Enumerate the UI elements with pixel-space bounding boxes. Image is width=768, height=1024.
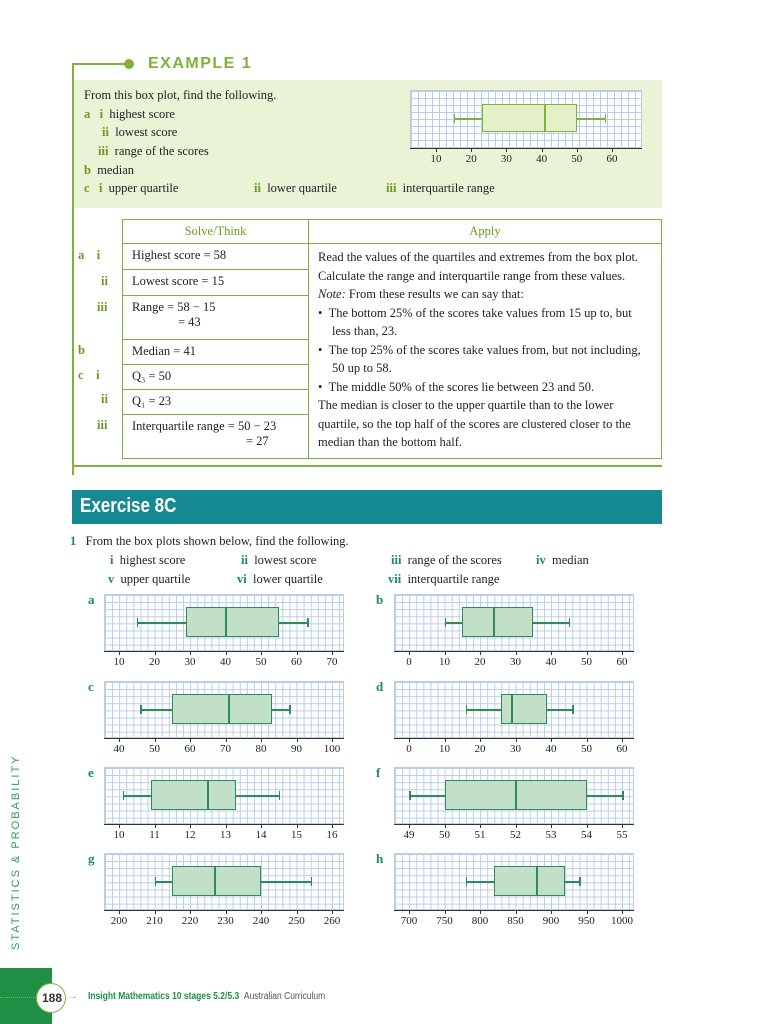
plot-axis-line — [104, 910, 344, 911]
exercise-header-bar — [72, 490, 662, 524]
plot-tick-label: 40 — [536, 153, 548, 165]
plot-tick-label: 50 — [581, 743, 592, 755]
exercise-part-vi: vi lower quartile — [237, 572, 323, 586]
plot-tick — [480, 910, 481, 914]
plot-tick — [155, 651, 156, 655]
plot-tick — [261, 824, 262, 828]
plot-tick-label: 100 — [323, 743, 341, 755]
plot-min-cap — [466, 705, 468, 714]
example-intro: From this box plot, find the following. — [84, 88, 277, 102]
plot-whisker-high — [236, 795, 279, 797]
plot-tick-label: 250 — [288, 915, 305, 927]
plot-tick-label: 70 — [326, 656, 338, 668]
plot-tick — [332, 738, 333, 742]
plot-whisker-high — [577, 118, 605, 120]
plot-tick-label: 240 — [252, 915, 270, 927]
example-question-a-ii: ii lowest score — [102, 125, 178, 139]
plot-tick — [409, 910, 410, 914]
plot-tick-label: 1000 — [611, 915, 633, 927]
plot-tick-label: 230 — [217, 915, 234, 927]
plot-tick-label: 50 — [571, 153, 583, 165]
solve-apply-table — [122, 219, 662, 459]
plot-tick — [155, 738, 156, 742]
plot-box — [501, 694, 547, 724]
plot-whisker-low — [140, 709, 172, 711]
plot-max-cap — [622, 791, 624, 800]
plot-tick-label: 30 — [500, 153, 512, 165]
example-question-b: b median — [84, 163, 134, 177]
plot-tick-label: 20 — [474, 656, 486, 668]
cell-highest: Highest score = 58 — [123, 244, 309, 270]
plot-tick-label: 55 — [616, 829, 628, 841]
row-label-b: b — [78, 343, 85, 357]
plot-max-cap — [289, 705, 291, 714]
plot-tick — [119, 738, 120, 742]
exercise-part-iv: iv median — [536, 553, 589, 567]
plot-tick — [516, 651, 517, 655]
plot-whisker-high — [565, 881, 579, 883]
plot-tick — [155, 824, 156, 828]
plot-tick — [480, 738, 481, 742]
apply-bullet: • The top 25% of the scores take values from, but not including, 50 up to 58. — [318, 342, 641, 375]
plot-axis-line — [104, 651, 344, 652]
footer-book-title: Insight Mathematics 10 stages 5.2/5.3 Australian Curriculum — [88, 991, 326, 1002]
plot-tick-label: 53 — [545, 829, 557, 841]
plot-tick — [190, 910, 191, 914]
apply-p3: The median is closer to the upper quartile than to the lower quartile, so the top half of the scores are clustered closer to the median than the bottom half. — [318, 398, 631, 449]
row-label-c-iii: iii — [97, 418, 108, 432]
plot-tick-label: 50 — [581, 656, 592, 668]
plot-box — [172, 866, 261, 896]
plot-tick — [480, 651, 481, 655]
plot-median — [225, 607, 227, 637]
plot-tick — [190, 738, 191, 742]
apply-cell — [309, 244, 662, 459]
plot-tick-label: 30 — [184, 656, 196, 668]
plot-tick-label: 30 — [510, 743, 521, 755]
plot-tick-label: 80 — [255, 743, 267, 755]
plot-label-c: c — [88, 679, 94, 694]
plot-tick-label: 52 — [510, 829, 521, 841]
plot-tick-label: 51 — [474, 829, 486, 841]
plot-tick — [409, 824, 410, 828]
plot-max-cap — [311, 877, 313, 886]
plot-median — [493, 607, 495, 637]
plot-min-cap — [155, 877, 157, 886]
plot-tick-label: 16 — [326, 829, 338, 841]
plot-tick-label: 60 — [616, 743, 628, 755]
plot-tick — [551, 738, 552, 742]
plot-min-cap — [137, 618, 139, 627]
plot-tick — [445, 651, 446, 655]
plot-min-cap — [409, 791, 411, 800]
plot-max-cap — [279, 791, 281, 800]
plot-tick-label: 13 — [220, 829, 231, 841]
plot-tick — [226, 910, 227, 914]
plot-label-e: e — [88, 765, 94, 780]
plot-box — [462, 607, 533, 637]
plot-tick — [297, 651, 298, 655]
plot-axis-line — [394, 910, 634, 911]
exercise-part-ii: ii lowest score — [241, 553, 317, 567]
plot-whisker-high — [272, 709, 290, 711]
example-header-dot — [124, 59, 134, 69]
plot-tick-label: 10 — [439, 656, 450, 668]
plot-tick-label: 260 — [323, 915, 341, 927]
plot-tick — [261, 651, 262, 655]
plot-max-cap — [572, 705, 574, 714]
plot-tick — [622, 738, 623, 742]
plot-min-cap — [445, 618, 447, 627]
plot-tick-label: 90 — [291, 743, 302, 755]
plot-tick — [587, 824, 588, 828]
footer-arrow-icon: → — [68, 991, 78, 1002]
plot-tick — [436, 148, 437, 152]
plot-median — [214, 866, 216, 896]
plot-tick — [516, 738, 517, 742]
plot-tick — [542, 148, 543, 152]
plot-tick-label: 40 — [545, 743, 557, 755]
plot-max-cap — [605, 114, 607, 123]
plot-tick — [155, 910, 156, 914]
example-title: EXAMPLE 1 — [148, 55, 253, 72]
apply-bullet: • The middle 50% of the scores lie between 23 and 50. — [318, 379, 595, 394]
example-header-line — [72, 63, 128, 65]
cell-q1: Q₁ = 23 — [123, 390, 309, 415]
plot-tick — [551, 910, 552, 914]
plot-tick-label: 700 — [400, 915, 418, 927]
plot-tick — [516, 824, 517, 828]
plot-whisker-high — [279, 622, 307, 624]
plot-tick — [261, 738, 262, 742]
plot-tick — [119, 651, 120, 655]
example-question-c-i: c i upper quartile — [84, 181, 179, 195]
example-question-c-iii: iii interquartile range — [386, 181, 495, 195]
plot-tick — [516, 910, 517, 914]
plot-axis-line — [394, 651, 634, 652]
row-label-a-ii: ii — [101, 274, 108, 288]
plot-tick-label: 750 — [436, 915, 453, 927]
plot-min-cap — [454, 114, 456, 123]
side-section-label: STATISTICS & PROBABILITY — [10, 754, 22, 950]
plot-whisker-high — [547, 709, 572, 711]
plot-tick — [612, 148, 613, 152]
plot-tick — [622, 651, 623, 655]
plot-tick — [332, 651, 333, 655]
plot-tick-label: 800 — [471, 915, 489, 927]
cell-lowest: Lowest score = 15 — [123, 270, 309, 296]
exercise-part-iii: iii range of the scores — [391, 553, 502, 567]
plot-tick-label: 10 — [113, 656, 125, 668]
page-number-badge — [36, 983, 66, 1013]
plot-median — [228, 694, 230, 724]
plot-tick — [506, 148, 507, 152]
exercise-title: Exercise 8C — [80, 495, 177, 517]
plot-max-cap — [569, 618, 571, 627]
plot-tick — [119, 910, 120, 914]
plot-tick — [445, 738, 446, 742]
plot-tick — [480, 824, 481, 828]
plot-tick — [587, 651, 588, 655]
plot-label-d: d — [376, 679, 384, 694]
plot-tick — [226, 738, 227, 742]
plot-tick-label: 950 — [578, 915, 595, 927]
plot-tick-label: 220 — [181, 915, 199, 927]
example-panel — [74, 80, 662, 208]
plot-tick-label: 11 — [149, 829, 160, 841]
cell-median: Median = 41 — [123, 340, 309, 365]
row-label-c-i: c i — [78, 368, 100, 382]
plot-tick — [190, 651, 191, 655]
plot-tick — [587, 738, 588, 742]
plot-whisker-low — [445, 622, 463, 624]
plot-tick — [409, 738, 410, 742]
plot-box — [186, 607, 278, 637]
plot-tick — [226, 651, 227, 655]
plot-tick-label: 70 — [220, 743, 231, 755]
plot-axis-line — [394, 738, 634, 739]
plot-whisker-low — [155, 881, 173, 883]
plot-tick-label: 20 — [465, 153, 477, 165]
plot-box — [151, 780, 236, 810]
plot-whisker-high — [587, 795, 623, 797]
plot-box — [494, 866, 565, 896]
exercise-part-i: i highest score — [110, 553, 186, 567]
plot-tick-label: 10 — [113, 829, 125, 841]
example-box-plot — [410, 90, 642, 165]
plot-tick — [297, 910, 298, 914]
plot-whisker-low — [137, 622, 187, 624]
plot-tick-label: 40 — [220, 656, 231, 668]
plot-min-cap — [466, 877, 468, 886]
plot-tick-label: 900 — [542, 915, 560, 927]
plot-median — [515, 780, 517, 810]
plot-min-cap — [123, 791, 125, 800]
example-header — [72, 56, 672, 82]
row-label-c-ii: ii — [101, 392, 108, 406]
plot-tick-label: 54 — [581, 829, 592, 841]
row-label-a-i: a i — [78, 248, 101, 262]
plot-tick-label: 50 — [149, 743, 160, 755]
plot-tick — [622, 824, 623, 828]
plot-tick — [297, 824, 298, 828]
example-bottom-rule — [72, 465, 662, 467]
apply-note: Note: From these results we can say that: — [318, 287, 524, 301]
plot-tick — [332, 910, 333, 914]
example-question-a-iii: iii range of the scores — [98, 144, 209, 158]
plot-tick-label: 60 — [616, 656, 628, 668]
plot-median — [544, 104, 546, 132]
plot-box — [482, 104, 577, 132]
plot-tick — [332, 824, 333, 828]
plot-label-a: a — [88, 592, 95, 607]
plot-tick-label: 60 — [606, 153, 618, 165]
plot-tick-label: 50 — [255, 656, 267, 668]
plot-tick-label: 20 — [474, 743, 486, 755]
plot-tick — [471, 148, 472, 152]
plot-whisker-low — [466, 709, 502, 711]
plot-box — [172, 694, 271, 724]
plot-label-g: g — [88, 851, 95, 866]
plot-tick-label: 60 — [184, 743, 196, 755]
cell-range: Range = 58 − 15 = 43 — [123, 296, 309, 340]
header-apply: Apply — [309, 220, 662, 244]
plot-tick — [119, 824, 120, 828]
plot-tick-label: 30 — [510, 656, 521, 668]
apply-p2: Calculate the range and interquartile range from these values. — [318, 268, 626, 283]
plot-tick-label: 10 — [439, 743, 450, 755]
plot-tick — [551, 651, 552, 655]
plot-tick-label: 40 — [545, 656, 557, 668]
plot-label-f: f — [376, 765, 381, 780]
plot-max-cap — [307, 618, 309, 627]
footer-dotted-rule — [0, 997, 36, 998]
plot-whisker-low — [454, 118, 482, 120]
plot-whisker-low — [123, 795, 151, 797]
plot-label-h: h — [376, 851, 384, 866]
plot-tick-label: 40 — [113, 743, 125, 755]
plot-tick — [551, 824, 552, 828]
plot-axis-line — [410, 148, 642, 149]
plot-whisker-low — [409, 795, 445, 797]
plot-label-b: b — [376, 592, 384, 607]
example-question-a-i: a i highest score — [84, 107, 175, 121]
plot-tick-label: 14 — [255, 829, 267, 841]
cell-q3: Q₃ = 50 — [123, 365, 309, 390]
cell-iqr: Interquartile range = 50 − 23 = 27 — [123, 415, 309, 459]
header-solve-think: Solve/Think — [123, 220, 309, 244]
plot-tick — [587, 910, 588, 914]
exercise-part-v: v upper quartile — [108, 572, 191, 586]
exercise-question-1: 1 From the box plots shown below, find the following. — [70, 534, 349, 548]
plot-whisker-high — [261, 881, 311, 883]
plot-tick — [409, 651, 410, 655]
plot-tick-label: 850 — [507, 915, 524, 927]
plot-tick-label: 210 — [146, 915, 163, 927]
plot-tick — [190, 824, 191, 828]
plot-max-cap — [579, 877, 581, 886]
plot-axis-line — [394, 824, 634, 825]
plot-tick — [445, 910, 446, 914]
row-label-a-iii: iii — [97, 300, 108, 314]
plot-whisker-low — [466, 881, 494, 883]
plot-tick — [261, 910, 262, 914]
apply-bullets — [318, 304, 652, 397]
plot-axis-line — [104, 824, 344, 825]
plot-tick-label: 49 — [403, 829, 415, 841]
plot-tick-label: 0 — [406, 743, 412, 755]
plot-tick-label: 200 — [110, 915, 128, 927]
exercise-part-vii: vii interquartile range — [388, 572, 500, 586]
example-question-c-ii: ii lower quartile — [254, 181, 337, 195]
plot-tick-label: 12 — [184, 829, 196, 841]
plot-min-cap — [140, 705, 142, 714]
apply-p1: Read the values of the quartiles and extremes from the box plot. — [318, 250, 639, 264]
plot-whisker-high — [533, 622, 569, 624]
plot-tick-label: 60 — [291, 656, 302, 668]
plot-tick-label: 50 — [439, 829, 450, 841]
plot-tick-label: 15 — [291, 829, 302, 841]
plot-tick — [622, 910, 623, 914]
plot-tick — [577, 148, 578, 152]
plot-tick-label: 20 — [149, 656, 160, 668]
page-number: 188 — [41, 991, 63, 1005]
plot-median — [511, 694, 513, 724]
plot-tick — [226, 824, 227, 828]
plot-tick-label: 10 — [430, 153, 442, 165]
plot-tick — [297, 738, 298, 742]
plot-median — [207, 780, 209, 810]
apply-bullet: • The bottom 25% of the scores take values from 15 up to, but less than, 23. — [318, 305, 632, 338]
plot-tick — [445, 824, 446, 828]
plot-median — [536, 866, 538, 896]
plot-tick-label: 0 — [406, 656, 412, 668]
plot-axis-line — [104, 738, 344, 739]
